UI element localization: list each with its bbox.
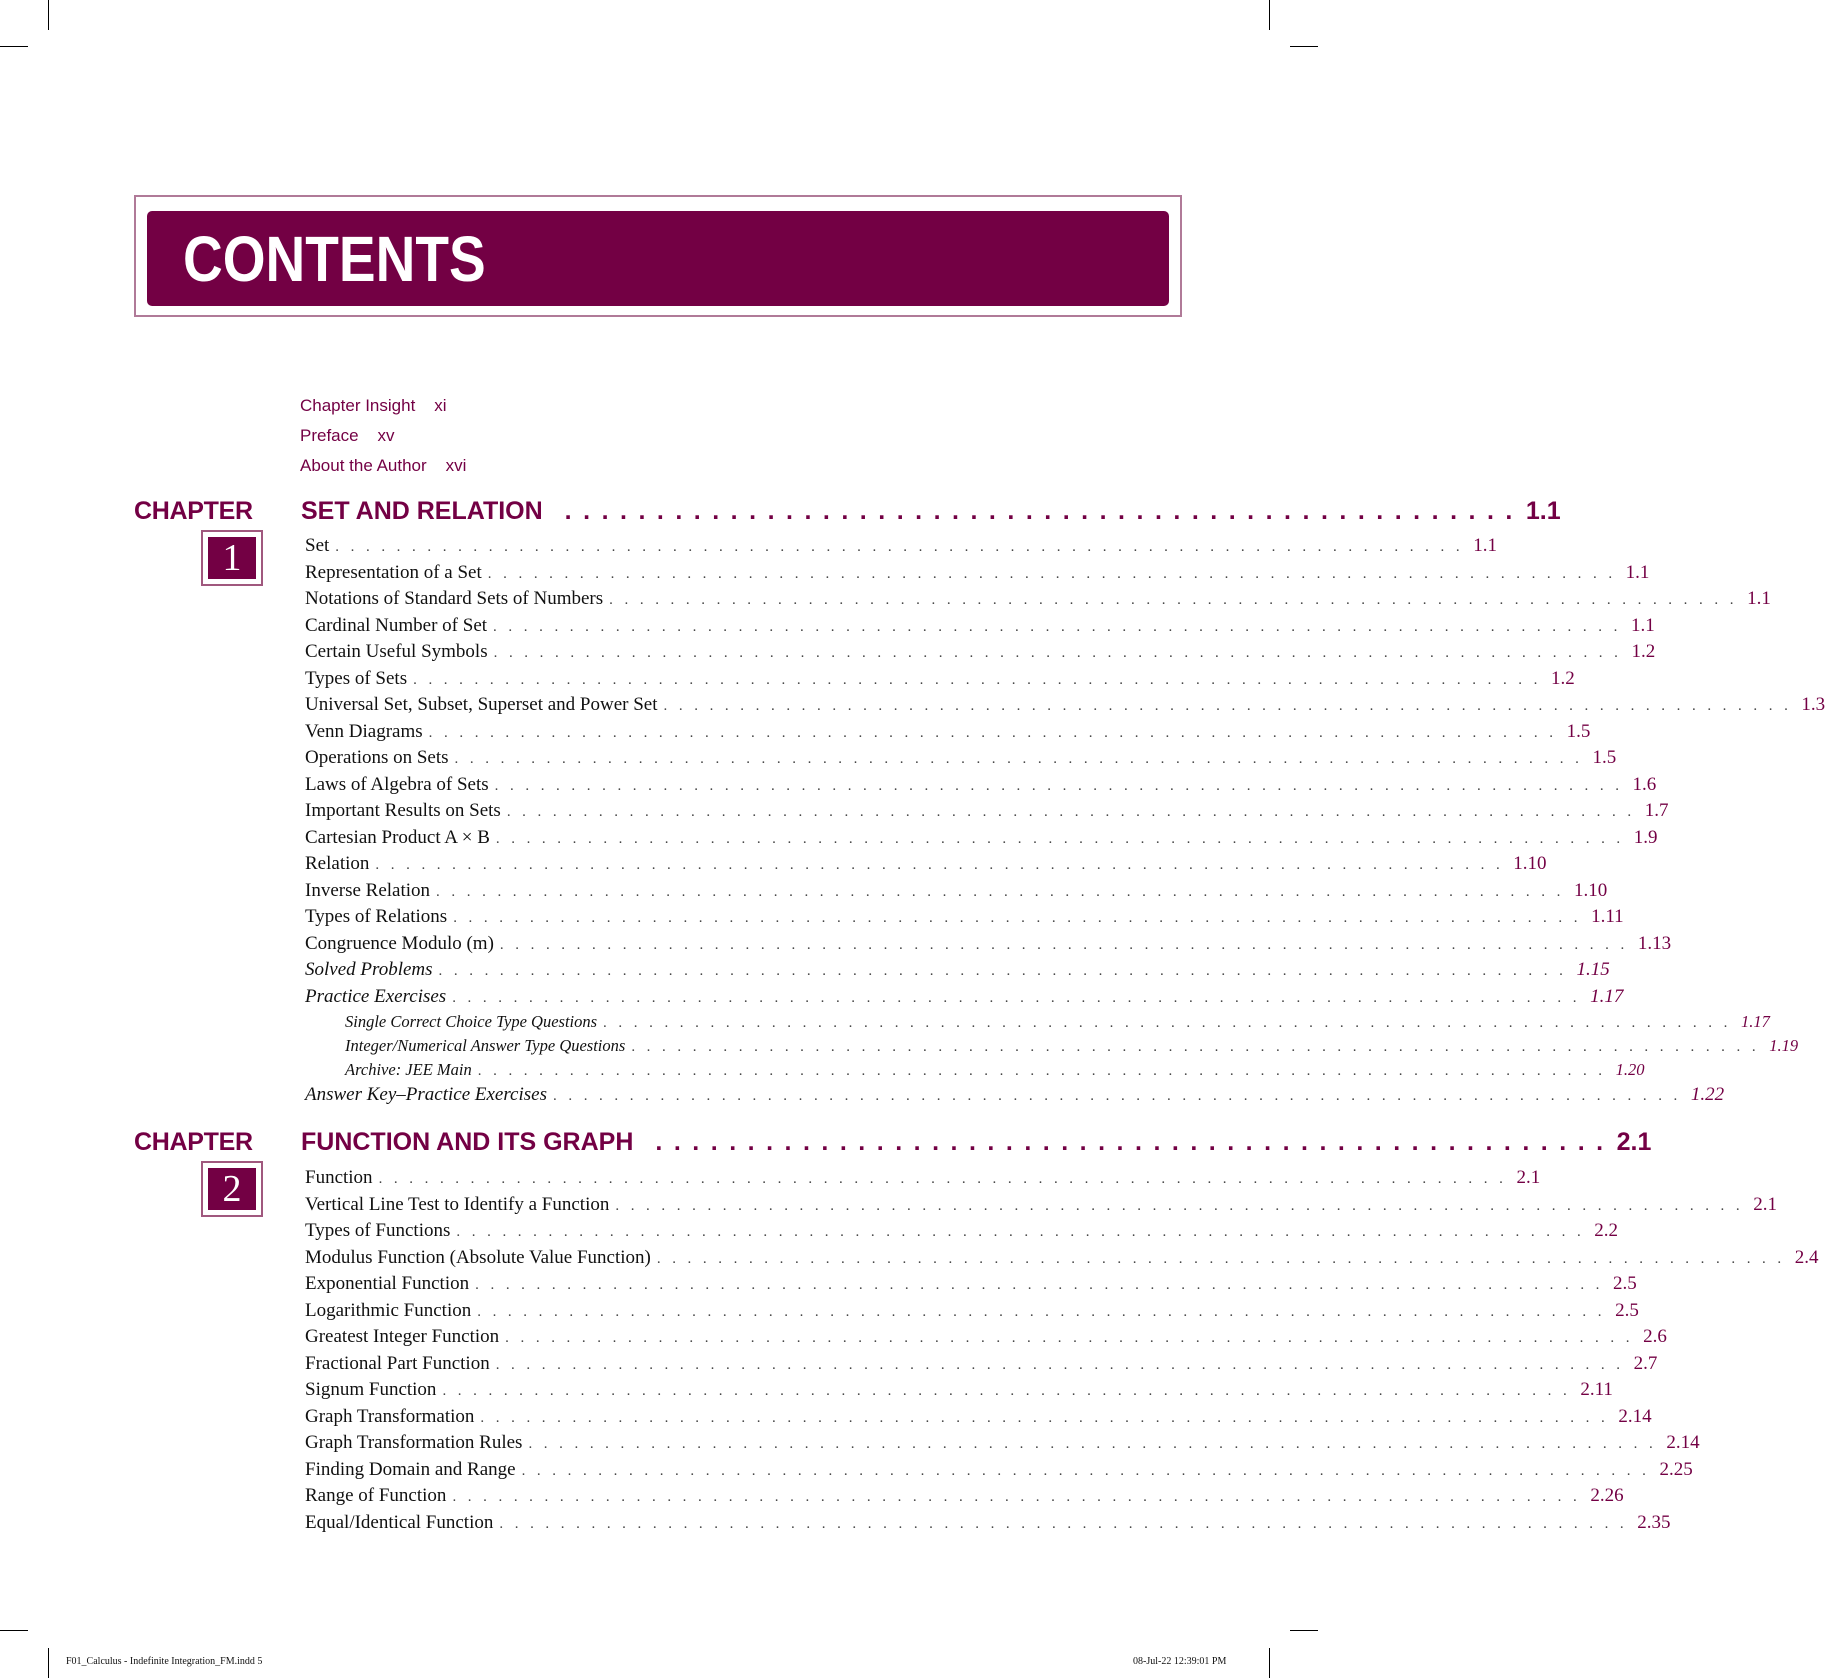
toc-entry-page: 1.13 bbox=[1637, 932, 1672, 954]
toc-entry[interactable] bbox=[305, 985, 1624, 1013]
toc-entry[interactable] bbox=[305, 959, 1610, 986]
toc-entry-title: Fractional Part Function bbox=[305, 1352, 490, 1374]
toc-entry-title: Modulus Function (Absolute Value Function) bbox=[305, 1246, 651, 1268]
toc-entry-title: Universal Set, Subset, Superset and Power Set bbox=[305, 694, 658, 715]
toc-entry-page: 2.7 bbox=[1633, 1352, 1658, 1374]
crop-mark bbox=[48, 1648, 49, 1678]
slug-timestamp: 08-Jul-22 12:39:01 PM bbox=[1133, 1656, 1227, 1667]
dot-leader: .......................................................................... bbox=[528, 1436, 1665, 1452]
crop-mark bbox=[1269, 0, 1270, 30]
dot-leader: .......................................................................... bbox=[413, 671, 1550, 688]
toc-entry-title: Notations of Standard Sets of Numbers bbox=[305, 588, 604, 609]
toc-entry-title: Certain Useful Symbols bbox=[305, 641, 488, 662]
toc-entry-page: 1.1 bbox=[1473, 535, 1497, 556]
toc-entry[interactable] bbox=[305, 614, 1655, 642]
toc-subentry[interactable] bbox=[305, 1060, 1645, 1084]
toc-entry-title: Function bbox=[305, 1167, 373, 1188]
toc-entry[interactable] bbox=[305, 879, 1608, 907]
toc-entry[interactable] bbox=[305, 906, 1624, 933]
toc-entry-title: Graph Transformation Rules bbox=[305, 1432, 523, 1453]
dot-leader: .......................................................................... bbox=[456, 1224, 1593, 1240]
toc-entry[interactable] bbox=[305, 1379, 1613, 1406]
toc-entry-page: 1.1 bbox=[1630, 614, 1655, 636]
crop-mark bbox=[48, 0, 49, 30]
front-matter-page: xv bbox=[377, 426, 395, 445]
front-matter-label: Chapter Insight bbox=[300, 396, 416, 415]
toc-entry[interactable] bbox=[305, 826, 1658, 854]
toc-entry[interactable] bbox=[305, 1299, 1639, 1327]
toc-entry[interactable] bbox=[305, 1458, 1693, 1486]
front-matter-label: About the Author bbox=[300, 456, 427, 475]
dot-leader: .......................................................................... bbox=[487, 565, 1624, 582]
toc-entry-page: 2.14 bbox=[1618, 1405, 1652, 1427]
toc-entry-page: 1.2 bbox=[1551, 667, 1575, 689]
chapter-label: CHAPTER bbox=[134, 1128, 253, 1156]
dot-leader: .......................................................................... bbox=[453, 910, 1590, 926]
dot-leader: .......................................................................... bbox=[335, 539, 1472, 555]
chapter-number: 2 bbox=[208, 1168, 256, 1210]
chapter-title: SET AND RELATION bbox=[301, 497, 543, 525]
toc-entry-page: 2.5 bbox=[1615, 1299, 1639, 1321]
toc-entry[interactable] bbox=[305, 667, 1575, 695]
toc-entry-page: 1.5 bbox=[1566, 720, 1591, 742]
toc-entry[interactable] bbox=[305, 1246, 1819, 1274]
chapter-title-row[interactable] bbox=[301, 1128, 1652, 1162]
toc-entry-page: 1.17 bbox=[1740, 1012, 1770, 1031]
dot-leader: .......................................................................... bbox=[452, 1489, 1589, 1505]
toc-entry[interactable] bbox=[305, 694, 1825, 721]
toc-entry-title: Range of Function bbox=[305, 1485, 447, 1506]
toc-entry[interactable] bbox=[305, 1432, 1700, 1459]
toc-entry-page: 2.1 bbox=[1753, 1193, 1778, 1215]
toc-entry-title: Answer Key–Practice Exercises bbox=[305, 1084, 547, 1105]
toc-entry-title: Vertical Line Test to Identify a Function bbox=[305, 1193, 610, 1215]
toc-entry-title: Operations on Sets bbox=[305, 747, 449, 768]
toc-entry-title: Logarithmic Function bbox=[305, 1299, 472, 1321]
toc-entry[interactable] bbox=[305, 641, 1656, 668]
toc-entry-page: 1.10 bbox=[1573, 879, 1608, 901]
front-matter-label: Preface bbox=[300, 426, 359, 445]
toc-entry-title: Laws of Algebra of Sets bbox=[305, 773, 489, 795]
toc-entry-title: Finding Domain and Range bbox=[305, 1458, 516, 1480]
dot-leader: .......................................................................... bbox=[615, 1197, 1752, 1214]
toc-entry-page: 1.7 bbox=[1644, 800, 1669, 821]
dot-leader: .......................................................................... bbox=[477, 1063, 1614, 1079]
page-title: CONTENTS bbox=[183, 223, 486, 295]
toc-entry-title: Equal/Identical Function bbox=[305, 1511, 494, 1533]
toc-entry-title: Important Results on Sets bbox=[305, 800, 501, 821]
toc-entry-title: Signum Function bbox=[305, 1379, 437, 1400]
toc-entry-title: Cardinal Number of Set bbox=[305, 614, 488, 636]
dot-leader: .......................................................................... bbox=[428, 724, 1565, 741]
dot-leader: .......................................................................... bbox=[452, 989, 1589, 1006]
toc-entry[interactable] bbox=[305, 720, 1591, 748]
toc-entry-page: 2.26 bbox=[1590, 1485, 1624, 1506]
dot-leader: .................................................... bbox=[564, 497, 1524, 525]
toc-entry-page: 2.14 bbox=[1666, 1432, 1700, 1453]
toc-entry[interactable] bbox=[305, 773, 1657, 801]
toc-entry[interactable] bbox=[305, 800, 1669, 827]
front-matter-page: xi bbox=[434, 396, 447, 415]
toc-entry-title: Integer/Numerical Answer Type Questions bbox=[345, 1036, 626, 1055]
dot-leader: .......................................................................... bbox=[493, 618, 1629, 635]
chapter-label: CHAPTER bbox=[134, 497, 253, 525]
crop-mark bbox=[1290, 46, 1318, 47]
toc-entry[interactable] bbox=[305, 1352, 1658, 1380]
dot-leader: .......................................................................... bbox=[506, 804, 1643, 820]
toc-entry[interactable] bbox=[305, 1193, 1778, 1221]
chapter-title-row[interactable] bbox=[301, 497, 1561, 531]
toc-entry-page: 2.4 bbox=[1794, 1246, 1819, 1268]
dot-leader: .......................................................................... bbox=[454, 751, 1591, 767]
front-matter-item[interactable] bbox=[300, 396, 446, 416]
dot-leader: .......................................................................... bbox=[495, 830, 1632, 847]
toc-entry-page: 1.17 bbox=[1590, 985, 1624, 1007]
dot-leader: .......................................................................... bbox=[436, 883, 1572, 900]
chapter-page: 2.1 bbox=[1616, 1128, 1652, 1156]
crop-mark bbox=[0, 1630, 28, 1631]
dot-leader: .......................................................................... bbox=[603, 1015, 1739, 1031]
toc-entry-title: Exponential Function bbox=[305, 1273, 470, 1294]
toc-entry-title: Graph Transformation bbox=[305, 1405, 475, 1427]
toc-entry-page: 2.6 bbox=[1643, 1326, 1667, 1347]
toc-entry[interactable] bbox=[305, 1326, 1667, 1353]
chapter-1-entries bbox=[305, 535, 1825, 1111]
toc-entry-title: Types of Relations bbox=[305, 906, 448, 927]
toc-entry[interactable] bbox=[305, 1273, 1637, 1300]
toc-entry-title: Representation of a Set bbox=[305, 561, 482, 583]
chapter-number-badge bbox=[201, 1161, 263, 1217]
toc-entry-title: Venn Diagrams bbox=[305, 720, 423, 742]
toc-entry[interactable] bbox=[305, 1405, 1652, 1433]
toc-entry-page: 1.22 bbox=[1690, 1084, 1725, 1105]
toc-entry[interactable] bbox=[305, 588, 1771, 615]
chapter-number: 1 bbox=[208, 537, 256, 579]
toc-entry-title: Practice Exercises bbox=[305, 985, 447, 1007]
toc-subentry[interactable] bbox=[305, 1036, 1799, 1060]
dot-leader: .......................................................................... bbox=[494, 777, 1631, 794]
toc-entry-title: Single Correct Choice Type Questions bbox=[345, 1012, 598, 1031]
crop-mark bbox=[1269, 1648, 1270, 1678]
front-matter-page: xvi bbox=[445, 456, 467, 475]
toc-entry[interactable] bbox=[305, 932, 1672, 960]
toc-entry-page: 1.19 bbox=[1769, 1036, 1799, 1055]
toc-entry-title: Set bbox=[305, 535, 330, 556]
chapter-page: 1.1 bbox=[1525, 497, 1561, 525]
toc-entry[interactable] bbox=[305, 1511, 1671, 1539]
crop-mark bbox=[1290, 1630, 1318, 1631]
chapter-2-entries bbox=[305, 1167, 1819, 1538]
toc-entry[interactable] bbox=[305, 747, 1617, 774]
dot-leader: .......................................................................... bbox=[477, 1303, 1614, 1320]
dot-leader: .......................................................................... bbox=[656, 1250, 1793, 1267]
front-matter-item[interactable] bbox=[300, 456, 466, 476]
toc-entry-page: 1.11 bbox=[1591, 906, 1624, 927]
toc-entry-title: Congruence Modulo (m) bbox=[305, 932, 494, 954]
toc-entry-page: 1.5 bbox=[1592, 747, 1617, 768]
toc-entry-page: 1.20 bbox=[1615, 1060, 1645, 1079]
toc-entry-page: 1.1 bbox=[1625, 561, 1650, 583]
front-matter-item[interactable] bbox=[300, 426, 395, 446]
dot-leader: .......................................................................... bbox=[505, 1330, 1642, 1346]
toc-entry-title: Inverse Relation bbox=[305, 879, 431, 901]
dot-leader: .......................................................................... bbox=[375, 857, 1512, 873]
dot-leader: .......................................................................... bbox=[631, 1039, 1768, 1055]
toc-entry[interactable] bbox=[305, 853, 1547, 880]
dot-leader: .......................................................................... bbox=[480, 1409, 1617, 1426]
dot-leader: .................................................... bbox=[655, 1128, 1615, 1156]
toc-entry-page: 2.2 bbox=[1594, 1220, 1619, 1241]
toc-entry-page: 1.2 bbox=[1631, 641, 1656, 662]
toc-entry-page: 1.6 bbox=[1632, 773, 1657, 795]
crop-mark bbox=[0, 46, 28, 47]
toc-entry-page: 1.15 bbox=[1576, 959, 1610, 980]
toc-entry-page: 1.3 bbox=[1801, 694, 1825, 715]
toc-entry-page: 2.11 bbox=[1580, 1379, 1613, 1400]
toc-entry-title: Relation bbox=[305, 853, 370, 874]
toc-entry[interactable] bbox=[305, 1485, 1624, 1512]
toc-entry-page: 1.9 bbox=[1633, 826, 1658, 848]
toc-entry-page: 2.1 bbox=[1516, 1167, 1541, 1188]
toc-entry-title: Greatest Integer Function bbox=[305, 1326, 500, 1347]
slug-filename: F01_Calculus - Indefinite Integration_FM.indd 5 bbox=[66, 1656, 263, 1667]
toc-entry[interactable] bbox=[305, 1167, 1541, 1194]
toc-entry-page: 1.10 bbox=[1513, 853, 1547, 874]
toc-entry-page: 1.1 bbox=[1747, 588, 1771, 609]
dot-leader: .......................................................................... bbox=[499, 936, 1636, 953]
toc-entry-title: Types of Functions bbox=[305, 1220, 451, 1241]
dot-leader: .......................................................................... bbox=[493, 645, 1630, 661]
toc-entry-page: 2.5 bbox=[1613, 1273, 1637, 1294]
toc-entry-title: Cartesian Product A × B bbox=[305, 826, 490, 848]
toc-entry[interactable] bbox=[305, 1220, 1619, 1247]
dot-leader: .......................................................................... bbox=[553, 1088, 1689, 1104]
dot-leader: .......................................................................... bbox=[438, 963, 1575, 979]
toc-entry-title: Archive: JEE Main bbox=[345, 1060, 472, 1079]
toc-entry[interactable] bbox=[305, 1084, 1725, 1111]
dot-leader: .......................................................................... bbox=[663, 698, 1800, 714]
dot-leader: .......................................................................... bbox=[499, 1515, 1636, 1532]
dot-leader: .......................................................................... bbox=[495, 1356, 1632, 1373]
toc-entry-title: Solved Problems bbox=[305, 959, 433, 980]
dot-leader: .......................................................................... bbox=[609, 592, 1746, 608]
toc-entry[interactable] bbox=[305, 561, 1650, 589]
toc-entry-page: 2.25 bbox=[1659, 1458, 1693, 1480]
dot-leader: .......................................................................... bbox=[521, 1462, 1658, 1479]
chapter-title: FUNCTION AND ITS GRAPH bbox=[301, 1128, 634, 1156]
toc-subentry[interactable] bbox=[305, 1012, 1770, 1036]
dot-leader: .......................................................................... bbox=[475, 1277, 1612, 1293]
toc-entry[interactable] bbox=[305, 535, 1497, 562]
chapter-number-badge bbox=[201, 530, 263, 586]
dot-leader: .......................................................................... bbox=[442, 1383, 1579, 1399]
dot-leader: .......................................................................... bbox=[378, 1171, 1515, 1187]
toc-entry-page: 2.35 bbox=[1637, 1511, 1671, 1533]
toc-entry-title: Types of Sets bbox=[305, 667, 408, 689]
